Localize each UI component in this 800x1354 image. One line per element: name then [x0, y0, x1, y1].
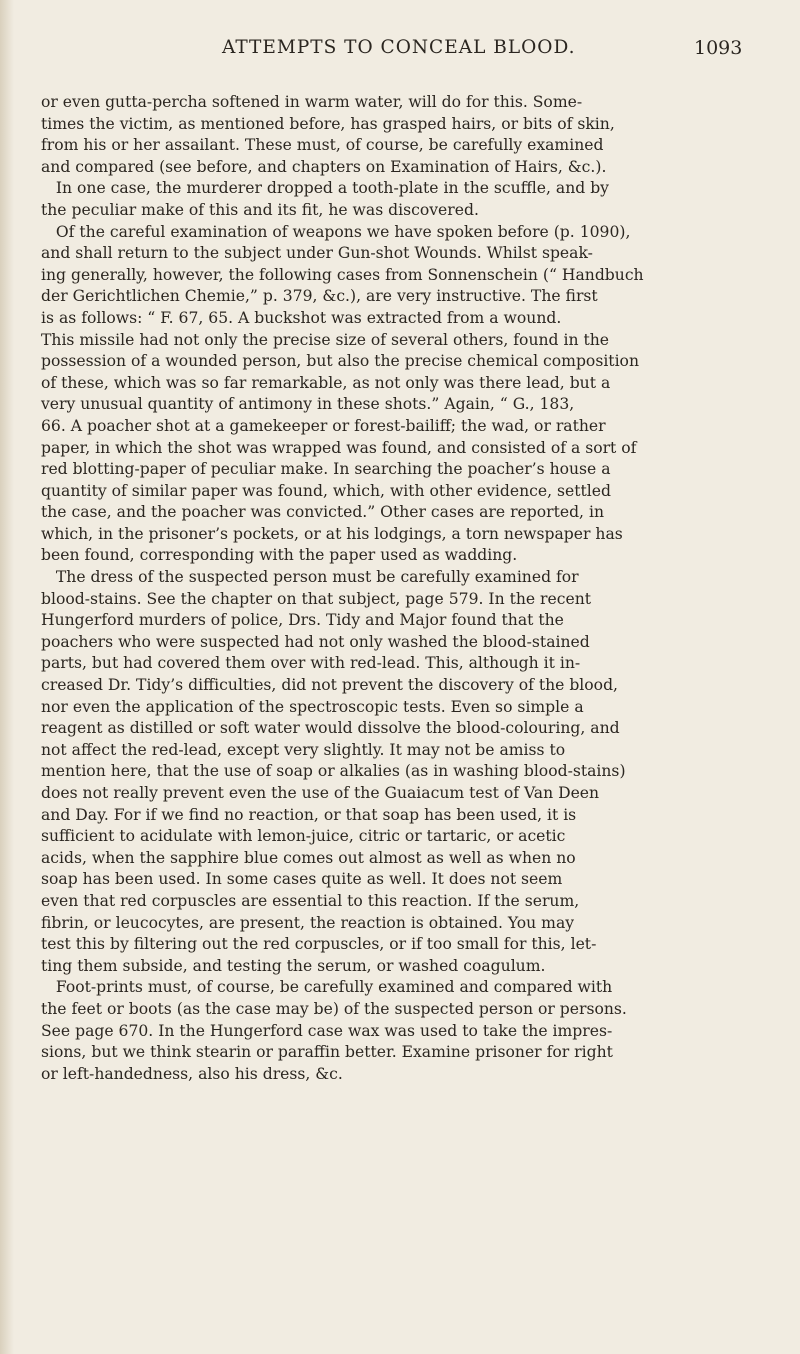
- text-line: sions, but we think stearin or paraffin better. Examine prisoner for right: [41, 1043, 613, 1062]
- text-line: paper, in which the shot was wrapped was found, and consisted of a sort of: [41, 438, 637, 457]
- text-line: red blotting-paper of peculiar make. In searching the poacher’s house a: [41, 460, 611, 479]
- text-line: acids, when the sapphire blue comes out almost as well as when no: [41, 848, 576, 867]
- body-text: [41, 92, 753, 1085]
- text-line: In one case, the murderer dropped a tooth-plate in the scuffle, and by: [41, 179, 609, 198]
- text-line: reagent as distilled or soft water would dissolve the blood-colouring, and: [41, 719, 620, 738]
- text-line: quantity of similar paper was found, which, with other evidence, settled: [41, 481, 611, 500]
- text-line: or even gutta-percha softened in warm water, will do for this. Some-: [41, 93, 583, 111]
- text-line: and compared (see before, and chapters on Examination of Hairs, &c.).: [41, 157, 607, 176]
- text-line: test this by filtering out the red corpuscles, or if too small for this, let-: [41, 935, 597, 954]
- text-line: soap has been used. In some cases quite as well. It does not seem: [41, 870, 563, 889]
- page-edge-shadow: [0, 0, 14, 1354]
- text-line: der Gerichtlichen Chemie,” p. 379, &c.), are very instructive. The first: [41, 287, 598, 306]
- text-line: the case, and the poacher was convicted.” Other cases are reported, in: [41, 503, 605, 522]
- text-line: been found, corresponding with the paper used as wadding.: [41, 546, 518, 565]
- text-line: is as follows: “ F. 67, 65. A buckshot was extracted from a wound.: [41, 308, 562, 327]
- text-line: and Day. For if we find no reaction, or that soap has been used, it is: [41, 805, 577, 824]
- text-line: and shall return to the subject under Gun-shot Wounds. Whilst speak-: [41, 244, 593, 263]
- text-line: very unusual quantity of antimony in these shots.” Again, “ G., 183,: [41, 395, 575, 414]
- text-line: or left-handedness, also his dress, &c.: [41, 1064, 343, 1083]
- text-line: Foot-prints must, of course, be carefully examined and compared with: [41, 978, 613, 997]
- text-line: The dress of the suspected person must be carefully examined for: [41, 568, 579, 587]
- running-title: ATTEMPTS TO CONCEAL BLOOD.: [222, 37, 576, 58]
- text-line: Of the careful examination of weapons we have spoken before (p. 1090),: [41, 222, 631, 241]
- page-header: [0, 37, 800, 65]
- text-line: mention here, that the use of soap or alkalies (as in washing blood-stains): [41, 762, 626, 781]
- text-line: the peculiar make of this and its fit, he was discovered.: [41, 200, 479, 219]
- text-line: ting them subside, and testing the serum, or washed coagulum.: [41, 956, 546, 975]
- text-line: nor even the application of the spectroscopic tests. Even so simple a: [41, 697, 584, 716]
- text-line: even that red corpuscles are essential to this reaction. If the serum,: [41, 891, 580, 910]
- text-line: Hungerford murders of police, Drs. Tidy and Major found that the: [41, 611, 564, 630]
- text-line: not affect the red-lead, except very slightly. It may not be amiss to: [41, 740, 566, 759]
- text-line: blood-stains. See the chapter on that subject, page 579. In the recent: [41, 589, 592, 608]
- text-line: 66. A poacher shot at a gamekeeper or forest-bailiff; the wad, or rather: [41, 416, 606, 435]
- text-line: does not really prevent even the use of the Guaiacum test of Van Deen: [41, 784, 600, 802]
- text-line: See page 670. In the Hungerford case wax was used to take the impres-: [41, 1021, 613, 1040]
- text-line: the feet or boots (as the case may be) of the suspected person or persons.: [41, 999, 627, 1018]
- text-line: poachers who were suspected had not only washed the blood-stained: [41, 632, 590, 651]
- text-line: times the victim, as mentioned before, has grasped hairs, or bits of skin,: [41, 114, 615, 133]
- text-line: sufficient to acidulate with lemon-juice, citric or tartaric, or acetic: [41, 827, 566, 846]
- text-line: ing generally, however, the following cases from Sonnenschein (“ Handbuch: [41, 265, 644, 284]
- page-number: 1093: [694, 37, 743, 59]
- text-line: fibrin, or leucocytes, are present, the reaction is obtained. You may: [41, 913, 575, 932]
- text-line: parts, but had covered them over with red-lead. This, although it in-: [41, 654, 581, 673]
- text-line: creased Dr. Tidy’s difficulties, did not prevent the discovery of the blood,: [41, 676, 619, 695]
- text-line: which, in the prisoner’s pockets, or at his lodgings, a torn newspaper has: [41, 524, 623, 543]
- text-line: This missile had not only the precise size of several others, found in the: [41, 330, 609, 349]
- text-line: possession of a wounded person, but also the precise chemical composition: [41, 352, 639, 371]
- text-line: of these, which was so far remarkable, as not only was there lead, but a: [41, 373, 611, 392]
- text-line: from his or her assailant. These must, of course, be carefully examined: [41, 136, 604, 155]
